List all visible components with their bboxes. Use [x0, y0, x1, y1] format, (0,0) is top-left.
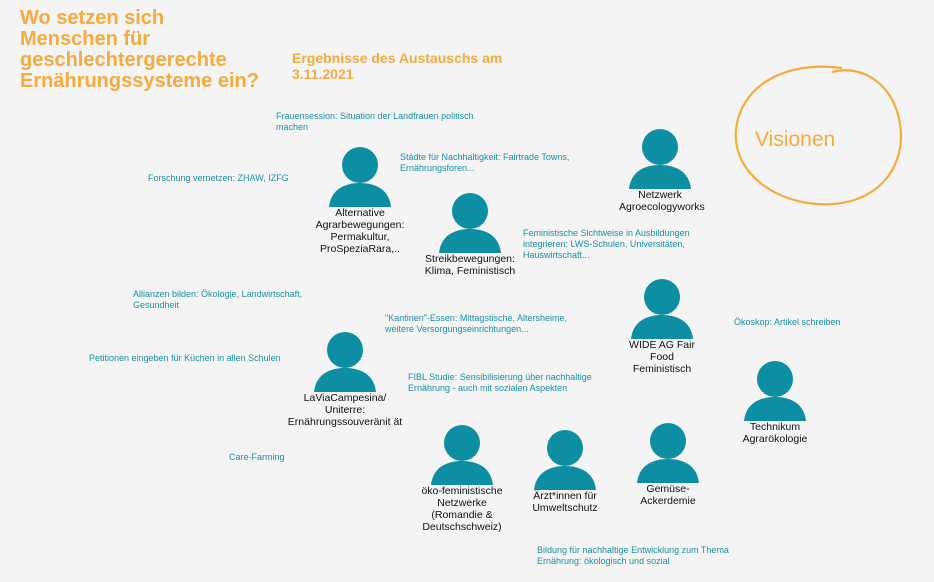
person-icon: [325, 145, 395, 207]
person-label: LaViaCampesina/ Uniterre: Ernährungssouveränit ät: [287, 392, 403, 428]
note-forschung: Forschung vernetzen: ZHAW, IZFG: [148, 173, 289, 183]
page-subtitle: Ergebnisse des Austauschs am 3.11.2021: [292, 50, 503, 82]
note-allianzen: Allianzen bilden: Ökologie, Landwirtschaft, Gesundheit: [133, 289, 303, 310]
note-fibl: FIBL Studie: Sensibilisierung über nachhaltige Ernährung - auch mit sozialen Aspekten: [408, 372, 592, 393]
note-bildung: Bildung für nachhaltige Entwicklung zum Thema Ernährung: ökologisch und sozial: [537, 545, 729, 566]
person-icon: [627, 277, 697, 339]
note-petitionen: Petitionen eingeben für Küchen in allen Schulen: [89, 353, 281, 363]
note-care-farming: Care-Farming: [229, 452, 285, 462]
person-laviacampesina: [275, 330, 415, 428]
note-feministische: Feministische Sichtweise in Ausbildungen integrieren: LWS-Schulen, Universitäten, Hauswirtschaft...: [523, 228, 690, 260]
person-label: Alternative Agrarbewegungen: Permakultur, ProSpeziaRara,..: [315, 207, 405, 255]
person-label: Technikum Agrarökologie: [742, 421, 808, 445]
person-icon: [427, 423, 497, 485]
note-oekoskop: Ökoskop: Artikel schreiben: [734, 317, 841, 327]
person-gemuese: [598, 421, 738, 507]
person-icon: [310, 330, 380, 392]
person-icon: [530, 428, 600, 490]
person-icon: [435, 191, 505, 253]
person-streik: [400, 191, 540, 277]
person-label: Ärzt*innen für Umweltschutz: [532, 490, 598, 514]
person-label: Netzwerk Agroecologyworks: [619, 189, 705, 213]
person-icon: [740, 359, 810, 421]
person-label: WIDE AG Fair Food Feministisch: [629, 339, 695, 375]
person-label: Streikbewegungen: Klima, Feministisch: [424, 253, 516, 277]
person-label: öko-feministische Netzwerke (Romandie & Deutschschweiz): [421, 485, 503, 533]
person-icon: [633, 421, 703, 483]
note-staedte: Städte für Nachhaltigkeit: Fairtrade Towns, Ernährungsforen...: [400, 152, 570, 173]
visionen-label: Visionen: [755, 128, 836, 151]
note-frauensession: Frauensession: Situation der Landfrauen politisch machen: [276, 111, 474, 132]
person-agroecologyworks: [590, 127, 730, 213]
person-icon: [625, 127, 695, 189]
person-label: Gemüse-Ackerdemie: [640, 483, 696, 507]
page-title: Wo setzen sich Menschen für geschlechtergerechte Ernährungssysteme ein?: [20, 7, 259, 92]
note-kantinen: "Kantinen"-Essen: Mittagstische, Altersheime, weitere Versorgungseinrichtungen...: [385, 313, 567, 334]
